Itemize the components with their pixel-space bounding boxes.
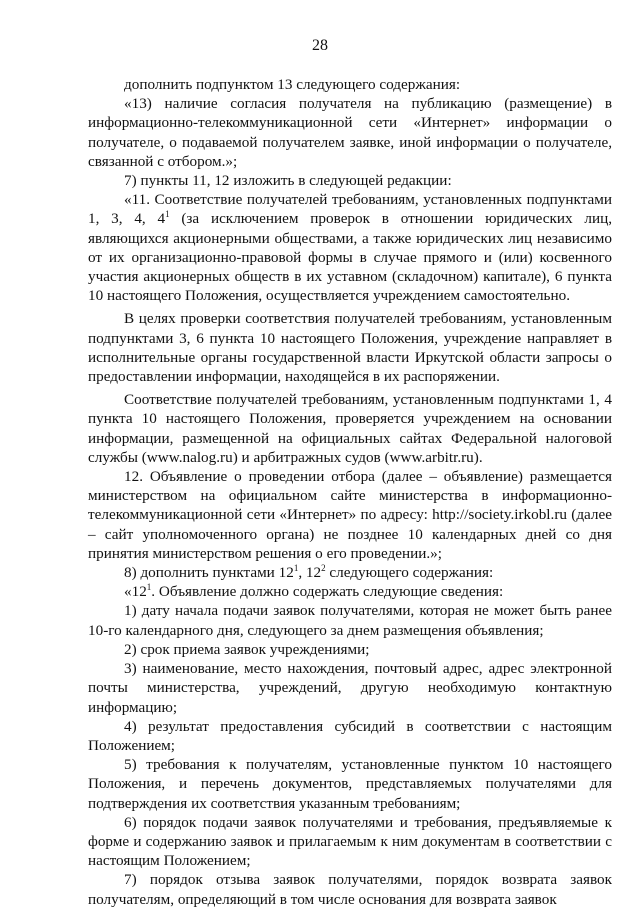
paragraph-2: «13) наличие согласия получателя на публикацию (размещение) в информационно-телекоммуникационной сети «Интернет» информации о получателе, о подаваемой получателем заявке, иной информации о получателе, связанной с отбором.»; xyxy=(88,95,612,170)
paragraph-8 xyxy=(88,563,612,582)
paragraph-9-part-b: . Объявление должно содержать следующие сведения: xyxy=(151,583,504,601)
paragraph-8-superscript-2: 2 xyxy=(321,563,326,574)
paragraph-11: 2) срок приема заявок учреждениями; xyxy=(124,640,370,658)
paragraph-8-part-c: следующего содержания: xyxy=(325,564,494,582)
paragraph-16: 7) порядок отзыва заявок получателями, порядок возврата заявок получателям, определяющий в том числе основания для возврата заявок xyxy=(88,871,612,908)
paragraph-15: 6) порядок подачи заявок получателями и требования, предъявляемые к форме и содержанию заявок и прилагаемым к ним документам в соответствии с настоящим Положением; xyxy=(88,813,612,870)
paragraph-5: В целях проверки соответствия получателей требованиям, установленным подпунктами 3, 6 пункта 10 настоящего Положения, учреждение направляет в исполнительные органы государственной власти Иркутской области запросы о предоставлении информации, находящейся в их распоряжении. xyxy=(88,310,612,386)
paragraph-12: 3) наименование, место нахождения, почтовый адрес, адрес электронной почты министерства, учреждений, другую необходимую контактную информацию; xyxy=(88,660,612,716)
paragraph-10: 1) дату начала подачи заявок получателями, которая не может быть ранее 10-го календарного дня, следующего за днем размещения объявления; xyxy=(88,602,612,639)
paragraph-14: 5) требования к получателям, установленные пунктом 10 настоящего Положения, и перечень документов, представляемых получателями для подтверждения их соответствия указанным требованиям; xyxy=(88,756,612,812)
paragraph-4 xyxy=(88,190,612,305)
paragraph-9-superscript: 1 xyxy=(146,582,152,593)
paragraph-8-part-a: 8) дополнить пунктами 12 xyxy=(124,564,294,582)
paragraph-8-superscript-1: 1 xyxy=(293,563,299,574)
paragraph-4-part-a: «11. Соответствие получателей требованиям, установленных подпунктами 1, 3, 4, 4 xyxy=(88,191,612,228)
paragraph-8-part-b: , 12 xyxy=(298,564,322,582)
paragraph-6: Соответствие получателей требованиям, установленным подпунктами 1, 4 пункта 10 настоящего Положения, проверяется учреждением на основании информации, размещенной на официальных сайтах Федеральной налоговой службы (www.nalog.ru) и арбитражных судов (www.arbitr.ru). xyxy=(88,391,612,466)
page-number: 28 xyxy=(312,37,328,54)
paragraph-4-superscript: 1 xyxy=(165,209,170,220)
paragraph-3: 7) пункты 11, 12 изложить в следующей редакции: xyxy=(124,172,452,190)
document-body xyxy=(88,75,612,909)
paragraph-9-part-a: «12 xyxy=(124,583,147,601)
paragraph-9 xyxy=(88,582,612,601)
paragraph-1: дополнить подпунктом 13 следующего содержания: xyxy=(124,76,461,93)
paragraph-7: 12. Объявление о проведении отбора (далее – объявление) размещается министерством на официальном сайте министерства в информационно-телекоммуникационной сети «Интернет» по адресу: http://society.irkobl.ru (далее – сайт уполномоченного органа) не позднее 10 календарных дней со дня принятия министерством решения о его проведении.»; xyxy=(88,468,612,562)
paragraph-4-part-b: (за исключением проверок в отношении юридических лиц, являющихся акционерными обществами, а также юридических лиц независимо от их организационно-правовой формы в случае прямого и (или) косвенного участия акционерных обществ в их уставном (складочном) капитале), 6 пункта 10 настоящего Положения, осуществляется учреждением самостоятельно. xyxy=(88,210,612,305)
paragraph-13: 4) результат предоставления субсидий в соответствии с настоящим Положением; xyxy=(88,717,612,754)
